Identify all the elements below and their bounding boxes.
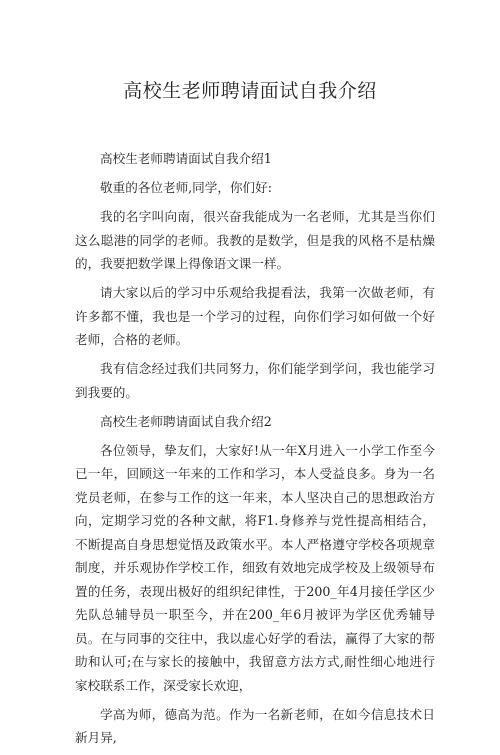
section-heading-1: 高校生老师聘请面试自我介绍1: [100, 151, 272, 166]
paragraph: 各位领导，挚友们，大家好!从一年X月进入一小学工作至今已一年，回顾这一年来的工作和学习，本人受益良多。身为一名党员老师，在参与工作的这一年来，本人坚决自己的思想政治方向，定期学习党的各种文献，将F1.身修养与党性提高相结合，不断提高自身思想觉悟及政策水平。本人严格遵守学校各项规章制度，并乐观协作学校工作，细致有效地完成学校及上级领导布置的任务，表现出极好的组织纪律性，于200_年4月接任学区少先队总辅导员一职至今，并在200_年6月被评为学区优秀辅导员。在与同事的交往中，我以虚心好学的看法，赢得了大家的帮助和认可;在与家长的接触中，我留意方法方式,耐性细心地进行家校联系工作，深受家长欢迎，: [75, 442, 435, 693]
paragraph: 我的名字叫向南，很兴奋我能成为一名老师，尤其是当你们这么聪港的同学的老师。我教的是数学，但是我的风格不是枯燥的，我要把数学课上得像语文课一样。: [75, 209, 435, 271]
document-title: 高校生老师聘请面试自我介绍: [123, 80, 377, 102]
paragraph: 学高为师，德高为范。作为一名新老师，在如今信息技术日新月异,: [75, 706, 435, 745]
paragraph: 我有信念经过我们共同努力，你们能学到学问，我也能学习到我要的。: [75, 361, 435, 400]
document-body: [75, 147, 435, 755]
section-heading-2: 高校生老师聘请面试自我介绍2: [100, 413, 272, 429]
paragraph-greeting: 敬重的各位老师,同学，你们好:: [100, 180, 272, 195]
paragraph: 请大家以后的学习中乐观给我提看法，我第一次做老师，有许多都不懂，我也是一个学习的过程，向你们学习如何做一个好老师，合格的老师。: [75, 285, 435, 347]
